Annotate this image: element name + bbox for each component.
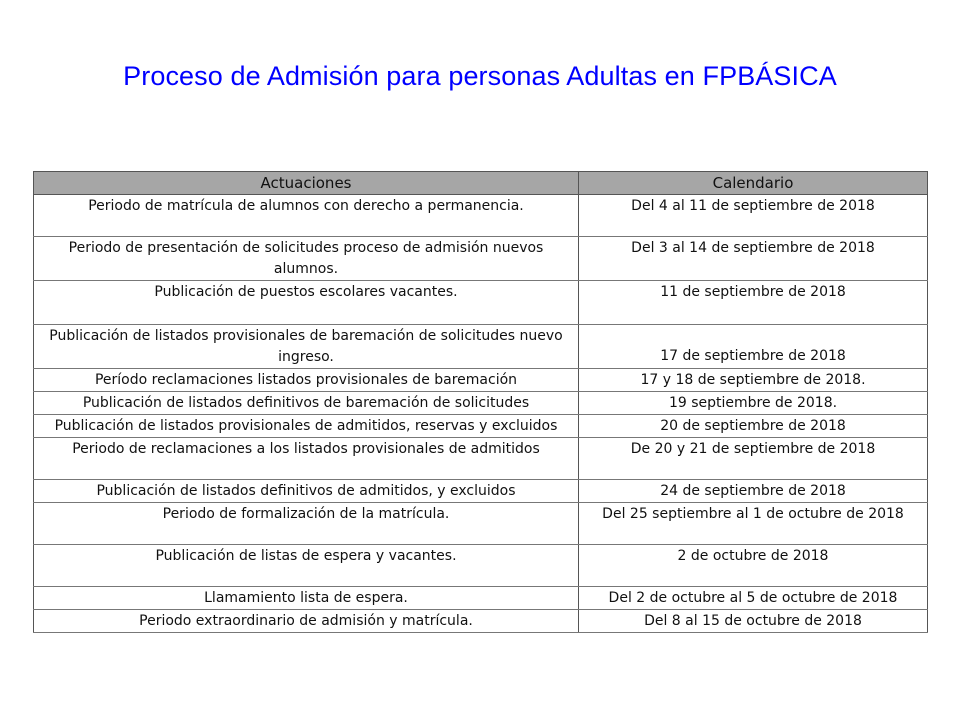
table-row	[34, 480, 928, 503]
table-row	[34, 237, 928, 281]
date-cell: 19 septiembre de 2018.	[579, 392, 928, 415]
date-cell: 24 de septiembre de 2018	[579, 480, 928, 503]
table-row	[34, 503, 928, 545]
table-header-row	[34, 172, 928, 195]
table-row	[34, 415, 928, 438]
date-cell: 20 de septiembre de 2018	[579, 415, 928, 438]
date-cell: 2 de octubre de 2018	[579, 545, 928, 587]
table-row	[34, 587, 928, 610]
table-row	[34, 545, 928, 587]
action-cell: Publicación de puestos escolares vacantes.	[34, 281, 579, 325]
date-cell: Del 3 al 14 de septiembre de 2018	[579, 237, 928, 281]
header-calendario: Calendario	[579, 172, 928, 195]
table-row	[34, 369, 928, 392]
action-cell: Llamamiento lista de espera.	[34, 587, 579, 610]
action-cell: Periodo de presentación de solicitudes proceso de admisión nuevos alumnos.	[34, 237, 579, 281]
date-cell: 17 y 18 de septiembre de 2018.	[579, 369, 928, 392]
date-cell: Del 2 de octubre al 5 de octubre de 2018	[579, 587, 928, 610]
action-cell: Publicación de listados provisionales de baremación de solicitudes nuevo ingreso.	[34, 325, 579, 369]
action-cell: Periodo de matrícula de alumnos con derecho a permanencia.	[34, 195, 579, 237]
action-cell: Publicación de listados provisionales de admitidos, reservas y excluidos	[34, 415, 579, 438]
date-cell: 17 de septiembre de 2018	[579, 325, 928, 369]
table-row	[34, 325, 928, 369]
table-row	[34, 438, 928, 480]
table-row	[34, 392, 928, 415]
action-cell: Publicación de listas de espera y vacantes.	[34, 545, 579, 587]
table-row	[34, 281, 928, 325]
admission-schedule-table	[33, 171, 928, 633]
action-cell: Publicación de listados definitivos de admitidos, y excluidos	[34, 480, 579, 503]
date-cell: Del 25 septiembre al 1 de octubre de 2018	[579, 503, 928, 545]
action-cell: Periodo extraordinario de admisión y matrícula.	[34, 610, 579, 633]
date-cell: Del 4 al 11 de septiembre de 2018	[579, 195, 928, 237]
table-row	[34, 195, 928, 237]
action-cell: Periodo de reclamaciones a los listados provisionales de admitidos	[34, 438, 579, 480]
action-cell: Período reclamaciones listados provisionales de baremación	[34, 369, 579, 392]
header-actuaciones: Actuaciones	[34, 172, 579, 195]
date-cell: Del 8 al 15 de octubre de 2018	[579, 610, 928, 633]
date-cell: 11 de septiembre de 2018	[579, 281, 928, 325]
slide-title: Proceso de Admisión para personas Adultas en FPBÁSICA	[123, 61, 837, 91]
date-cell: De 20 y 21 de septiembre de 2018	[579, 438, 928, 480]
action-cell: Periodo de formalización de la matrícula.	[34, 503, 579, 545]
table-row	[34, 610, 928, 633]
action-cell: Publicación de listados definitivos de baremación de solicitudes	[34, 392, 579, 415]
